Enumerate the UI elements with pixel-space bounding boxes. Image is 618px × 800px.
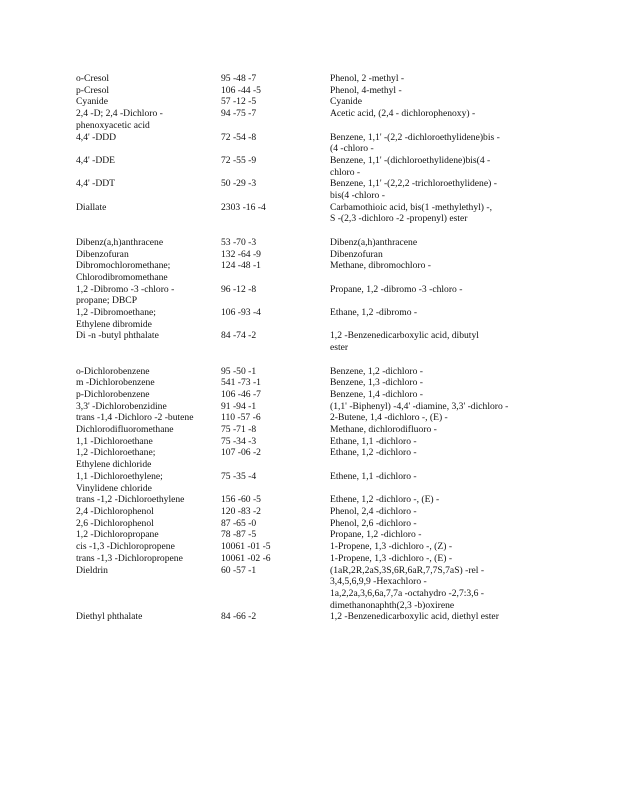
cas-number-cell xyxy=(221,178,330,190)
cas-number-cell xyxy=(221,389,330,401)
table-row xyxy=(76,377,546,389)
cas-number: 106 -46 -7 xyxy=(221,388,261,400)
chemical-name-cell xyxy=(76,541,221,553)
chemical-name: trans -1,2 -Dichloroethylene xyxy=(76,494,185,506)
cas-number: 96 -12 -8 xyxy=(221,283,257,295)
table-row xyxy=(76,73,546,85)
synonym-cell xyxy=(330,249,540,261)
synonym-text: Propane, 1,2 -dibromo -3 -chloro - xyxy=(330,283,463,295)
synonym-text: (1,1' -Biphenyl) -4,4' -diamine, 3,3' -dichloro - xyxy=(330,400,509,412)
chemical-name: propane; DBCP xyxy=(76,295,138,307)
chemical-name: 4,4' -DDT xyxy=(76,178,116,190)
cas-number: 75 -35 -4 xyxy=(221,470,257,482)
synonym-cell xyxy=(330,447,540,459)
chemical-name-cell xyxy=(76,447,221,470)
chemical-name-cell xyxy=(76,155,221,167)
cas-number: 84 -74 -2 xyxy=(221,330,257,342)
synonym-text: Benzene, 1,2 -dichloro - xyxy=(330,365,423,377)
cas-number-cell xyxy=(221,249,330,261)
table-row xyxy=(76,541,546,553)
table-row xyxy=(76,260,546,283)
synonym-cell xyxy=(330,494,540,506)
cas-number-cell xyxy=(221,565,330,577)
chemical-name: Ethylene dichloride xyxy=(76,459,152,471)
cas-number-cell xyxy=(221,553,330,565)
synonym-text: Benzene, 1,1' -(2,2,2 -trichloroethylidene) - xyxy=(330,178,497,190)
cas-number: 95 -48 -7 xyxy=(221,73,257,84)
cas-number-cell xyxy=(221,237,330,249)
chemical-name: Dibenzofuran xyxy=(76,248,129,260)
chemical-name-cell xyxy=(76,237,221,249)
synonym-text: Benzene, 1,3 -dichloro - xyxy=(330,377,423,389)
cas-number-cell xyxy=(221,284,330,296)
chemical-name: p-Cresol xyxy=(76,84,110,96)
table-row xyxy=(76,307,546,330)
table-row xyxy=(76,447,546,470)
table-row xyxy=(76,249,546,261)
chemical-name: Diethyl phthalate xyxy=(76,611,143,623)
chemical-name-cell xyxy=(76,611,221,623)
chemical-name: 1,2 -Dichloropropane xyxy=(76,529,159,541)
chemical-name: Cyanide xyxy=(76,96,108,108)
cas-number: 120 -83 -2 xyxy=(221,505,261,517)
chemical-name: 1,1 -Dichloroethane xyxy=(76,435,153,447)
chemical-name-cell xyxy=(76,260,221,283)
cas-number: 106 -93 -4 xyxy=(221,307,261,319)
synonym-text: Phenol, 2 -methyl - xyxy=(330,73,405,84)
cas-number: 57 -12 -5 xyxy=(221,96,257,108)
cas-number: 91 -94 -1 xyxy=(221,400,257,412)
synonym-cell xyxy=(330,330,540,353)
cas-number: 50 -29 -3 xyxy=(221,178,257,190)
synonym-text: 3,4,5,6,9,9 -Hexachloro - xyxy=(330,576,427,588)
cas-number-cell xyxy=(221,424,330,436)
cas-number: 84 -66 -2 xyxy=(221,611,257,623)
synonym-text: Phenol, 2,4 -dichloro - xyxy=(330,505,417,517)
synonym-text: 1,2 -Benzenedicarboxylic acid, diethyl ester xyxy=(330,611,499,623)
synonym-cell xyxy=(330,553,540,565)
synonym-text: (4 -chloro - xyxy=(330,143,374,155)
chemical-name: o-Cresol xyxy=(76,73,110,84)
synonym-cell xyxy=(330,284,540,296)
chemical-name: p-Dichlorobenzene xyxy=(76,388,150,400)
synonym-text: (1aR,2R,2aS,3S,6R,6aR,7,7S,7aS) -rel - xyxy=(330,564,485,576)
table-row xyxy=(76,237,546,249)
synonym-text: ester xyxy=(330,342,349,354)
chemical-name-cell xyxy=(76,565,221,577)
cas-number-cell xyxy=(221,529,330,541)
chemical-name: phenoxyacetic acid xyxy=(76,119,150,131)
cas-number: 94 -75 -7 xyxy=(221,108,257,120)
table-row xyxy=(76,202,546,225)
synonym-text: bis(4 -chloro - xyxy=(330,190,385,202)
synonym-cell xyxy=(330,85,540,97)
synonym-text: Ethane, 1,2 -dibromo - xyxy=(330,307,418,319)
synonym-cell xyxy=(330,366,540,378)
chemical-name-cell xyxy=(76,518,221,530)
synonym-text: Benzene, 1,1' -(dichloroethylidene)bis(4 - xyxy=(330,154,491,166)
chemical-name-cell xyxy=(76,471,221,494)
table-row xyxy=(76,611,546,623)
table-row xyxy=(76,108,546,131)
synonym-cell xyxy=(330,307,540,319)
table-row xyxy=(76,401,546,413)
cas-number: 10061 -01 -5 xyxy=(221,541,271,553)
synonym-text: 2-Butene, 1,4 -dichloro -, (E) - xyxy=(330,412,448,424)
cas-number-cell xyxy=(221,85,330,97)
chemical-name: Diallate xyxy=(76,201,107,213)
synonym-cell xyxy=(330,401,540,413)
chemical-name: 1,2 -Dibromoethane; xyxy=(76,307,156,319)
chemical-name-cell xyxy=(76,202,221,214)
table-row xyxy=(76,565,546,612)
cas-number-cell xyxy=(221,436,330,448)
synonym-text: Methane, dibromochloro - xyxy=(330,260,431,272)
synonym-text: Ethane, 1,1 -dichloro - xyxy=(330,435,417,447)
cas-number-cell xyxy=(221,518,330,530)
chemical-name: Ethylene dibromide xyxy=(76,318,152,330)
cas-number-cell xyxy=(221,202,330,214)
chemical-name-cell xyxy=(76,249,221,261)
chemical-name: 4,4' -DDD xyxy=(76,131,117,143)
chemical-name-cell xyxy=(76,330,221,342)
chemical-name-cell xyxy=(76,436,221,448)
table-row xyxy=(76,178,546,201)
chemical-name: trans -1,4 -Dichloro -2 -butene xyxy=(76,412,194,424)
table-row xyxy=(76,284,546,307)
table-row xyxy=(76,471,546,494)
chemical-name-cell xyxy=(76,132,221,144)
synonym-cell xyxy=(330,96,540,108)
chemical-name: Vinylidene chloride xyxy=(76,482,152,494)
synonym-text: Carbamothioic acid, bis(1 -methylethyl) -, xyxy=(330,201,492,213)
chemical-name-cell xyxy=(76,506,221,518)
cas-number: 2303 -16 -4 xyxy=(221,201,266,213)
synonym-text: Acetic acid, (2,4 - dichlorophenoxy) - xyxy=(330,108,476,120)
cas-number-cell xyxy=(221,260,330,272)
chemical-name-cell xyxy=(76,108,221,131)
cas-number: 107 -06 -2 xyxy=(221,447,261,459)
chemical-name: 1,1 -Dichloroethylene; xyxy=(76,470,163,482)
chemical-name: Dichlorodifluoromethane xyxy=(76,424,174,436)
synonym-cell xyxy=(330,132,540,155)
chemical-name-cell xyxy=(76,424,221,436)
chemical-name: o-Dichlorobenzene xyxy=(76,365,150,377)
synonym-text: S -(2,3 -dichloro -2 -propenyl) ester xyxy=(330,213,468,225)
cas-number-cell xyxy=(221,307,330,319)
cas-number-cell xyxy=(221,412,330,424)
cas-number: 541 -73 -1 xyxy=(221,377,261,389)
table-row xyxy=(76,85,546,97)
chemical-name: Di -n -butyl phthalate xyxy=(76,330,159,342)
synonym-text: Dibenzofuran xyxy=(330,248,383,260)
table-row xyxy=(76,132,546,155)
synonym-cell xyxy=(330,529,540,541)
table-row xyxy=(76,155,546,178)
chemical-name-cell xyxy=(76,389,221,401)
synonym-text: Cyanide xyxy=(330,96,362,108)
synonym-cell xyxy=(330,202,540,225)
synonym-text: Dibenz(a,h)anthracene xyxy=(330,236,418,248)
chemical-name-cell xyxy=(76,85,221,97)
synonym-cell xyxy=(330,424,540,436)
synonym-cell xyxy=(330,541,540,553)
chemical-name: Chlorodibromomethane xyxy=(76,271,168,283)
chemical-name: Dibromochloromethane; xyxy=(76,260,171,272)
chemical-name: 4,4' -DDE xyxy=(76,154,116,166)
cas-number-cell xyxy=(221,73,330,85)
synonym-cell xyxy=(330,506,540,518)
cas-number: 53 -70 -3 xyxy=(221,236,257,248)
chemical-name-cell xyxy=(76,366,221,378)
cas-number-cell xyxy=(221,96,330,108)
chemical-name: 1,2 -Dichloroethane; xyxy=(76,447,156,459)
synonym-text: 1a,2,2a,3,6,6a,7,7a -octahydro -2,7:3,6 - xyxy=(330,587,484,599)
cas-number: 75 -34 -3 xyxy=(221,435,257,447)
synonym-cell xyxy=(330,237,540,249)
synonym-text: 1,2 -Benzenedicarboxylic acid, dibutyl xyxy=(330,330,479,342)
chemical-name: 2,4 -Dichlorophenol xyxy=(76,505,154,517)
cas-number-cell xyxy=(221,108,330,120)
synonym-cell xyxy=(330,377,540,389)
cas-number-cell xyxy=(221,494,330,506)
synonym-cell xyxy=(330,155,540,178)
chemical-name-cell xyxy=(76,178,221,190)
synonym-cell xyxy=(330,565,540,612)
table-row xyxy=(76,330,546,353)
synonym-text: Propane, 1,2 -dichloro - xyxy=(330,529,422,541)
chemical-name-cell xyxy=(76,284,221,307)
chemical-name: 3,3' -Dichlorobenzidine xyxy=(76,400,167,412)
synonym-cell xyxy=(330,471,540,483)
synonym-text: chloro - xyxy=(330,166,361,178)
cas-number: 75 -71 -8 xyxy=(221,424,257,436)
synonym-text: Methane, dichlorodifluoro - xyxy=(330,424,437,436)
chemical-name: cis -1,3 -Dichloropropene xyxy=(76,541,175,553)
table-row xyxy=(76,412,546,424)
chemical-name-cell xyxy=(76,96,221,108)
chemical-name-cell xyxy=(76,553,221,565)
synonym-text: dimethanonaphth(2,3 -b)oxirene xyxy=(330,599,455,611)
synonym-text: Benzene, 1,1' -(2,2 -dichloroethylidene)bis - xyxy=(330,131,500,143)
chemical-name-cell xyxy=(76,377,221,389)
cas-number: 156 -60 -5 xyxy=(221,494,261,506)
chemical-name: 2,6 -Dichlorophenol xyxy=(76,517,154,529)
synonym-text: Benzene, 1,4 -dichloro - xyxy=(330,388,423,400)
synonym-text: Phenol, 4-methyl - xyxy=(330,84,402,96)
table-row xyxy=(76,366,546,378)
table-row xyxy=(76,436,546,448)
table-row xyxy=(76,389,546,401)
cas-number-cell xyxy=(221,471,330,483)
cas-number-cell xyxy=(221,366,330,378)
chemical-name-cell xyxy=(76,412,221,424)
synonym-cell xyxy=(330,518,540,530)
synonym-text: Ethane, 1,2 -dichloro - xyxy=(330,447,417,459)
cas-number: 95 -50 -1 xyxy=(221,365,257,377)
synonym-text: Phenol, 2,6 -dichloro - xyxy=(330,517,417,529)
synonym-cell xyxy=(330,260,540,272)
synonym-text: 1-Propene, 1,3 -dichloro -, (E) - xyxy=(330,552,453,564)
chemical-name-cell xyxy=(76,73,221,85)
table-row xyxy=(76,553,546,565)
cas-number-cell xyxy=(221,330,330,342)
cas-number-cell xyxy=(221,611,330,623)
chemical-name: Dieldrin xyxy=(76,564,108,576)
synonym-text: Ethene, 1,2 -dichloro -, (E) - xyxy=(330,494,440,506)
chemical-name-cell xyxy=(76,307,221,330)
table-row xyxy=(76,506,546,518)
chemical-name: 1,2 -Dibromo -3 -chloro - xyxy=(76,283,175,295)
chemical-name: 2,4 -D; 2,4 -Dichloro - xyxy=(76,108,163,120)
cas-number: 72 -55 -9 xyxy=(221,154,257,166)
chemical-name-cell xyxy=(76,529,221,541)
table-row xyxy=(76,518,546,530)
synonym-text: 1-Propene, 1,3 -dichloro -, (Z) - xyxy=(330,541,453,553)
cas-number: 10061 -02 -6 xyxy=(221,552,271,564)
chemical-name: trans -1,3 -Dichloropropene xyxy=(76,552,183,564)
table-row xyxy=(76,96,546,108)
cas-number: 87 -65 -0 xyxy=(221,517,257,529)
cas-number-cell xyxy=(221,155,330,167)
chemical-name: Dibenz(a,h)anthracene xyxy=(76,236,164,248)
cas-number: 78 -87 -5 xyxy=(221,529,257,541)
table-row xyxy=(76,494,546,506)
synonym-text: Ethene, 1,1 -dichloro - xyxy=(330,470,417,482)
table-row xyxy=(76,529,546,541)
synonym-cell xyxy=(330,389,540,401)
synonym-cell xyxy=(330,178,540,201)
cas-number-cell xyxy=(221,377,330,389)
cas-number: 60 -57 -1 xyxy=(221,564,257,576)
chemical-name-cell xyxy=(76,494,221,506)
cas-number: 106 -44 -5 xyxy=(221,84,261,96)
cas-number: 72 -54 -8 xyxy=(221,131,257,143)
cas-number: 132 -64 -9 xyxy=(221,248,261,260)
synonym-cell xyxy=(330,436,540,448)
synonym-cell xyxy=(330,73,540,85)
chemical-name-cell xyxy=(76,401,221,413)
cas-number-cell xyxy=(221,132,330,144)
cas-number: 110 -57 -6 xyxy=(221,412,261,424)
cas-number-cell xyxy=(221,506,330,518)
cas-number: 124 -48 -1 xyxy=(221,260,261,272)
cas-number-cell xyxy=(221,541,330,553)
cas-number-cell xyxy=(221,401,330,413)
synonym-cell xyxy=(330,611,540,623)
chemical-name: m -Dichlorobenzene xyxy=(76,377,155,389)
table-row xyxy=(76,424,546,436)
synonym-cell xyxy=(330,108,540,120)
chemical-table xyxy=(76,73,546,623)
cas-number-cell xyxy=(221,447,330,459)
synonym-cell xyxy=(330,412,540,424)
